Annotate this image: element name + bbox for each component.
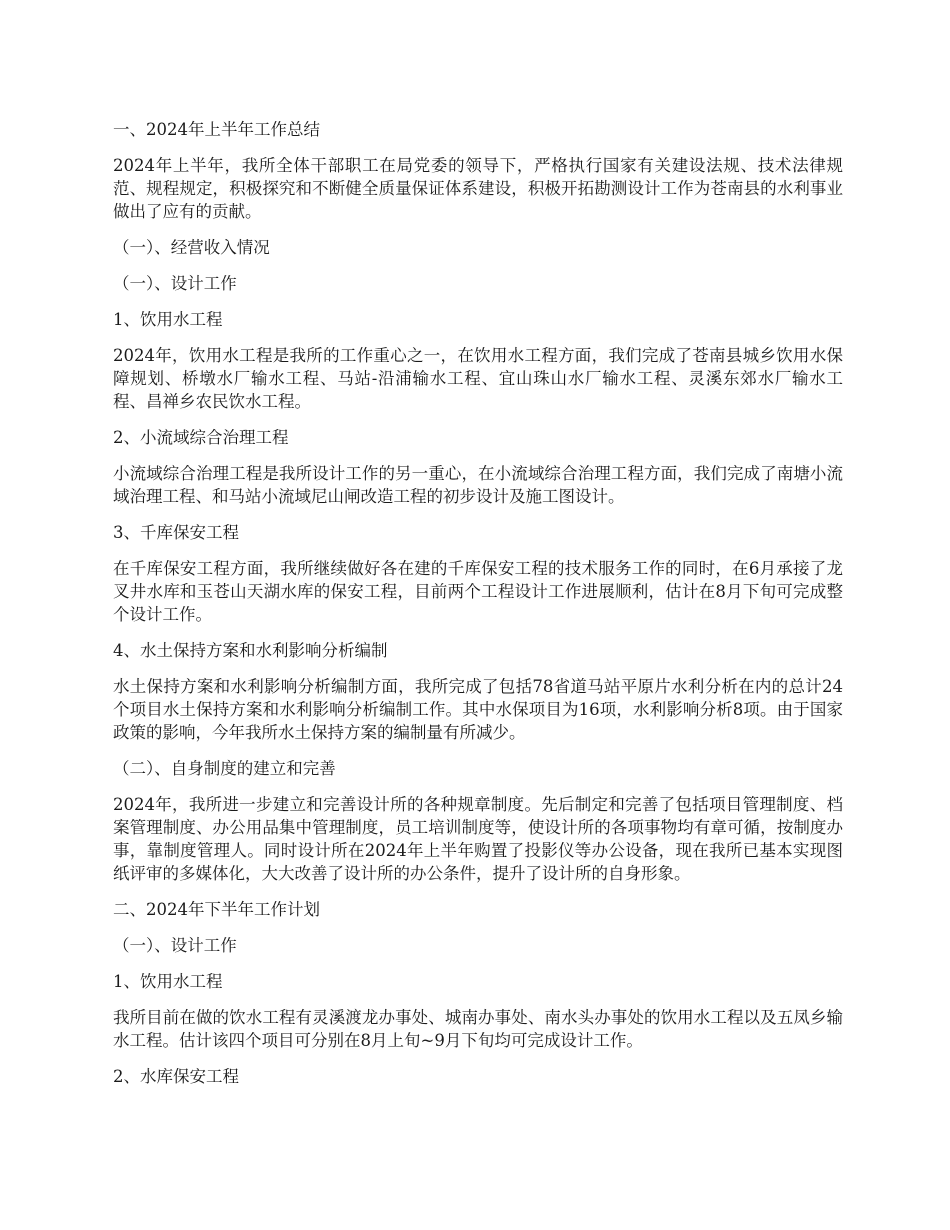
item-heading: 1、饮用水工程: [113, 972, 223, 991]
paragraph: 水土保持方案和水利影响分析编制方面，我所完成了包括78省道马站平原片水利分析在内的总计24个项目水土保持方案和水利影响分析编制工作。其中水保项目为16项，水利影响分析8项。由于国家政策的影响，今年我所水土保持方案的编制量有所减少。: [113, 677, 843, 742]
subsection-heading: （一）、设计工作: [113, 936, 237, 955]
subsection-heading: （一）、经营收入情况: [113, 238, 270, 257]
document-body: [113, 118, 843, 1101]
section-heading: 二、2024年下半年工作计划: [113, 900, 320, 919]
subsection-heading: （二）、自身制度的建立和完善: [113, 759, 336, 778]
section-heading: 一、2024年上半年工作总结: [113, 120, 320, 139]
paragraph: 我所目前在做的饮水工程有灵溪渡龙办事处、城南办事处、南水头办事处的饮用水工程以及五凤乡输水工程。估计该四个项目可分别在8月上旬~9月下旬均可完成设计工作。: [113, 1008, 843, 1050]
subsection-heading: （一）、设计工作: [113, 274, 237, 293]
paragraph: 在千库保安工程方面，我所继续做好各在建的千库保安工程的技术服务工作的同时，在6月承接了龙叉井水库和玉苍山天湖水库的保安工程，目前两个工程设计工作进展顺利，估计在8月下旬可完成整个设计工作。: [113, 559, 843, 624]
item-heading: 3、千库保安工程: [113, 523, 239, 542]
item-heading: 1、饮用水工程: [113, 310, 223, 329]
item-heading: 2、小流域综合治理工程: [113, 428, 289, 447]
paragraph: 2024年上半年，我所全体干部职工在局党委的领导下，严格执行国家有关建设法规、技术法律规范、规程规定，积极探究和不断健全质量保证体系建设，积极开拓勘测设计工作为苍南县的水利事业做出了应有的贡献。: [113, 156, 843, 221]
item-heading: 2、水库保安工程: [113, 1067, 239, 1086]
paragraph: 2024年，饮用水工程是我所的工作重心之一，在饮用水工程方面，我们完成了苍南县城乡饮用水保障规划、桥墩水厂输水工程、马站-沿浦输水工程、宜山珠山水厂输水工程、灵溪东郊水厂输水工程、昌禅乡农民饮水工程。: [113, 346, 843, 411]
paragraph: 小流域综合治理工程是我所设计工作的另一重心，在小流域综合治理工程方面，我们完成了南塘小流域治理工程、和马站小流域尼山闸改造工程的初步设计及施工图设计。: [113, 464, 843, 506]
paragraph: 2024年，我所进一步建立和完善设计所的各种规章制度。先后制定和完善了包括项目管理制度、档案管理制度、办公用品集中管理制度，员工培训制度等，使设计所的各项事物均有章可循，按制度办事，靠制度管理人。同时设计所在2024年上半年购置了投影仪等办公设备，现在我所已基本实现图纸评审的多媒体化，大大改善了设计所的办公条件，提升了设计所的自身形象。: [113, 795, 843, 883]
item-heading: 4、水土保持方案和水利影响分析编制: [113, 641, 388, 660]
